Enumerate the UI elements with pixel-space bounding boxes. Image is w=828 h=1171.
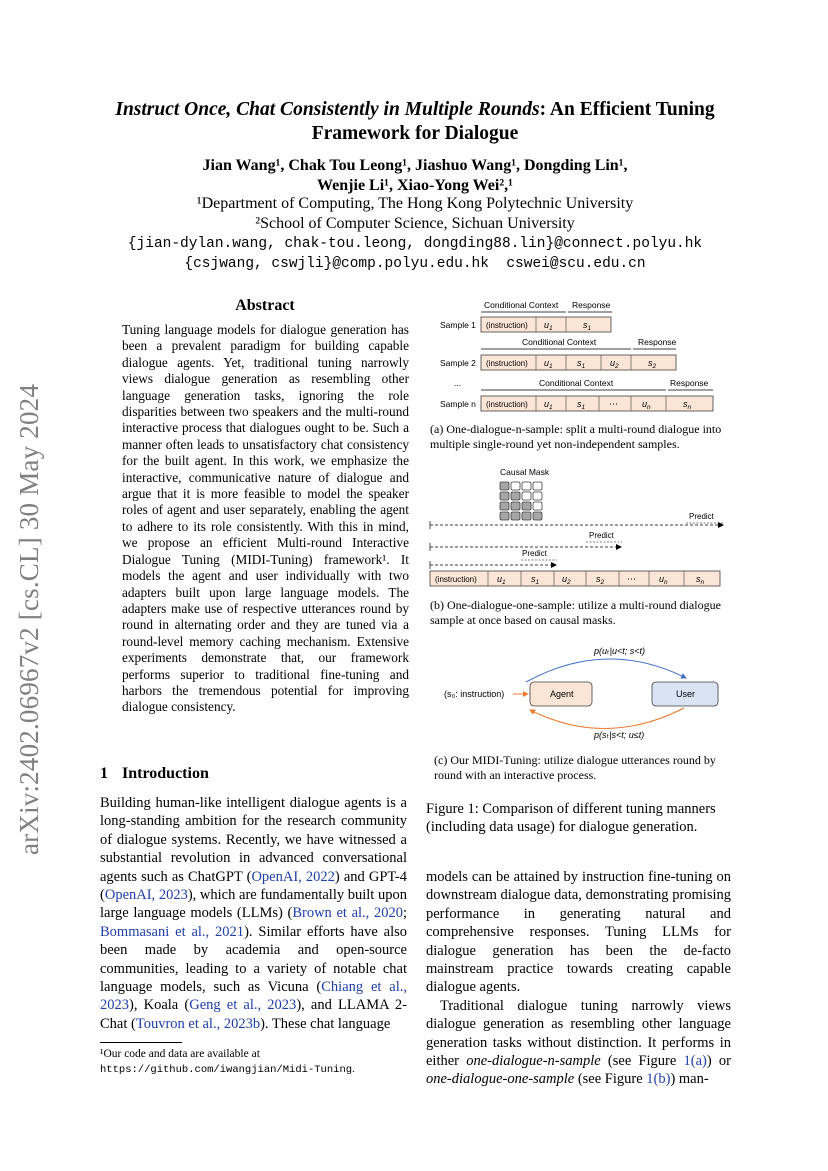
figure-panel-b	[426, 465, 736, 590]
svg-text:s1: $s_1$	[583, 320, 592, 332]
footnote-url[interactable]: https://github.com/iwangjian/Midi-Tuning	[100, 1064, 353, 1076]
footnote-text: ¹Our code and data are available at	[100, 1048, 260, 1060]
label-user-prob: p(uₜ|u<t; s<t)	[594, 646, 646, 656]
svg-text:s1: $s_1$	[577, 358, 586, 370]
label-agent-prob: p(sₜ|s<t; u≤t)	[594, 730, 645, 740]
citation-link[interactable]: Touvron et al., 2023b	[135, 1015, 261, 1032]
arxiv-identifier: arXiv:2402.06967v2 [cs.CL] 30 May 2024	[14, 383, 44, 855]
label-response-n: Response	[670, 378, 709, 388]
section-title: Introduction	[122, 765, 209, 782]
label-predict-1: Predict	[689, 512, 714, 521]
email-line-2: {csjwang, cswjli}@comp.polyu.edu.hk cswei@scu.edu.cn	[184, 256, 646, 272]
caption-a: (a) One-dialogue-n-sample: split a multi-round dialogue into multiple single-round yet non-independent samples.	[430, 422, 722, 451]
svg-text:sn: $s_n$	[696, 574, 705, 586]
cell-instruction: (instruction)	[486, 321, 528, 330]
svg-text:u2: $u_2$	[562, 574, 571, 586]
citation-link[interactable]: Bommasani et al., 2021	[100, 923, 245, 940]
label-user: User	[676, 689, 696, 699]
caption-b: (b) One-dialogue-one-sample: utilize a multi-round dialogue sample at once based on causal masks.	[430, 598, 721, 627]
cell-instruction: (instruction)	[486, 400, 528, 409]
paragraph: models can be attained by instruction fine-tuning on downstream dialogue data, demonstrating promising performance in generating natural and comprehensive responses. Tuning LLMs for dialogue generation has been the de-facto mainstream practice towards creating capable dialogue agents.	[426, 869, 731, 996]
figure-panel-a	[426, 295, 736, 415]
text-run: (see Figure	[600, 1053, 684, 1070]
svg-text:u1: $u_1$	[544, 399, 553, 411]
citation-link[interactable]: Brown et al., 2020	[292, 905, 403, 922]
abstract-text: Tuning language models for dialogue generation has been a prevalent paradigm for building capable dialogue agents. Yet, traditional tuning narrowly views dialogue generation as resembling other language generation tasks, ignoring the role disparities between two speakers and the multi-round interactive process that dialogues ought to be. Such a manner often leads to unsatisfactory chat consistency for the built agent. In this work, we emphasize the interactive, communicative nature of dialogue and argue that it is more feasible to model the speaker roles of agent and user separately, enabling the agent to adhere to its role consistently. With this in mind, we propose an efficient Multi-round Interactive Dialogue Tuning (MIDI-Tuning) framework¹. It models the agent and user individually with two adapters built upon large language models. The adapters make use of respective utterances round by round in alternating order and they are tuned via a round-level memory caching mechanism. Extensive experiments demonstrate that, our framework performs superior to traditional fine-tuning and harbors the tremendous potential for improving dialogue consistency.	[122, 322, 409, 715]
label-conditional-context-n: Conditional Context	[539, 378, 614, 388]
svg-text:un: $u_n$	[642, 399, 651, 411]
caption-c: (c) Our MIDI-Tuning: utilize dialogue utterances round by round with an interactive process.	[434, 753, 716, 782]
svg-text:u1: $u_1$	[497, 574, 506, 586]
label-causal-mask: Causal Mask	[500, 467, 550, 477]
svg-text:⋯: ⋯	[609, 399, 618, 409]
svg-text:sn: $s_n$	[683, 399, 692, 411]
author-list	[80, 156, 750, 196]
svg-text:s2: $s_2$	[648, 358, 657, 370]
text-run: (see Figure	[574, 1071, 647, 1088]
affiliation-2: ²School of Computer Science, Sichuan University	[255, 215, 575, 232]
abstract-heading: Abstract	[235, 297, 295, 314]
text-run: ), Koala (	[129, 997, 190, 1014]
figure-panel-c	[426, 640, 736, 750]
figure-ref-link[interactable]: 1(b)	[646, 1071, 671, 1088]
title-rest: : An Efficient Tuning Framework for Dialogue	[311, 99, 715, 144]
citation-link[interactable]: Geng et al., 2023	[189, 997, 297, 1014]
figure-ref-link[interactable]: 1(a)	[683, 1053, 707, 1070]
authors-line-1: Jian Wang¹, Chak Tou Leong¹, Jiashuo Wang¹, Dongding Lin¹,	[202, 157, 628, 174]
right-column-text	[426, 868, 731, 1089]
text-run: ). These chat language	[260, 1015, 391, 1032]
label-agent: Agent	[550, 689, 574, 699]
text-run: Traditional dialogue tuning narrowly views dialogue generation as resembling other language generation tasks without distinction. It performs in either	[426, 997, 731, 1070]
label-sample-n: Sample n	[440, 399, 476, 409]
footnote	[100, 1047, 407, 1078]
svg-text:s2: $s_2$	[596, 574, 605, 586]
paragraph	[426, 997, 731, 1089]
cell-instruction: (instruction)	[435, 575, 477, 584]
footnote-end: .	[352, 1063, 355, 1075]
section-number: 1	[100, 765, 108, 782]
email-line-1: {jian-dylan.wang, chak-tou.leong, dongding88.lin}@connect.polyu.hk	[127, 236, 703, 252]
label-predict-3: Predict	[522, 549, 547, 558]
svg-text:u1: $u_1$	[544, 358, 553, 370]
label-predict-2: Predict	[589, 531, 614, 540]
citation-link[interactable]: OpenAI, 2022	[251, 868, 335, 885]
cell-instruction: (instruction)	[486, 359, 528, 368]
svg-text:u1: $u_1$	[544, 320, 553, 332]
affiliations	[80, 194, 750, 274]
svg-text:⋯: ⋯	[627, 574, 636, 584]
text-run: one-dialogue-n-sample	[466, 1053, 601, 1070]
svg-text:s1: $s_1$	[577, 399, 586, 411]
intro-paragraph	[100, 794, 407, 1033]
text-run: ) or	[706, 1053, 731, 1070]
text-run: Building human-like intelligent dialogue agents is a long-standing ambition for the research community of dialogue systems. Recently, we have witnessed a substantial revolution in advanced conversational agents such as ChatGPT (	[100, 795, 407, 885]
citation-link[interactable]: Chiang et al., 2023	[100, 979, 407, 1014]
text-run: ). Similar efforts have also been made by academia and open-source communities, leading to a variety of notable chat language models, such as Vicuna (	[100, 923, 407, 996]
title-italic: Instruct Once, Chat Consistently in Multiple Rounds	[115, 99, 540, 120]
label-conditional-context: Conditional Context	[484, 300, 559, 310]
text-run: ) man-	[670, 1071, 709, 1088]
label-sample-1: Sample 1	[440, 320, 476, 330]
text-run: one-dialogue-one-sample	[426, 1071, 575, 1088]
arrow-agent-to-user	[526, 659, 686, 682]
arrow-user-to-agent	[530, 708, 684, 729]
affiliation-1: ¹Department of Computing, The Hong Kong Polytechnic University	[196, 195, 634, 212]
label-instruction-input: (s₀: instruction)	[444, 689, 505, 699]
label-response-2: Response	[638, 337, 677, 347]
label-sample-2: Sample 2	[440, 358, 476, 368]
citation-link[interactable]: OpenAI, 2023	[104, 887, 188, 904]
svg-text:u2: $u_2$	[610, 358, 619, 370]
text-run: ) and GPT-4 (	[100, 868, 407, 904]
label-dots: ...	[454, 378, 462, 388]
section-heading-introduction	[100, 765, 223, 783]
text-run: ), which are fundamentally built upon large language models (LLMs) (	[100, 887, 407, 922]
paper-title	[80, 98, 750, 146]
authors-line-2: Wenjie Li¹, Xiao-Yong Wei²,¹	[317, 177, 513, 194]
text-run: ;	[402, 905, 407, 922]
footnote-rule	[100, 1042, 182, 1043]
text-run: ), and LLAMA 2-Chat (	[100, 997, 408, 1032]
label-response: Response	[572, 300, 611, 310]
label-conditional-context-2: Conditional Context	[522, 337, 597, 347]
causal-mask-grid	[500, 482, 542, 520]
svg-text:un: $u_n$	[659, 574, 668, 586]
figure-caption: Figure 1: Comparison of different tuning manners (including data usage) for dialogue generation.	[426, 801, 716, 836]
svg-text:s1: $s_1$	[531, 574, 540, 586]
